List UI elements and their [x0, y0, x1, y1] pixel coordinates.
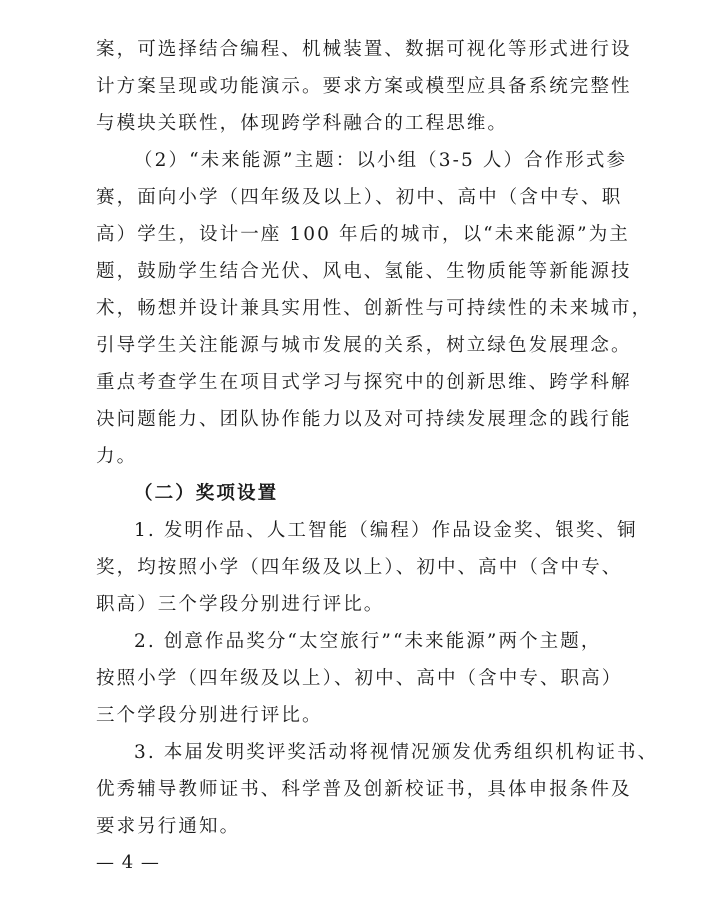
- text-line: 术，畅想并设计兼具实用性、创新性与可持续性的未来城市，: [96, 298, 653, 319]
- text-line: 题，鼓励学生结合光伏、风电、氢能、生物质能等新能源技: [96, 261, 632, 282]
- text-line: 赛，面向小学（四年级及以上）、初中、高中（含中专、职: [96, 187, 623, 208]
- text-line: 重点考查学生在项目式学习与探究中的创新思维、跨学科解: [96, 372, 632, 393]
- paragraph-start-line: （2）“未来能源”主题：以小组（3-5 人）合作形式参: [134, 150, 628, 171]
- text-line: 职高）三个学段分别进行评比。: [96, 594, 385, 615]
- paragraph-start-line: 3. 本届发明奖评奖活动将视情况颁发优秀组织机构证书、: [134, 742, 659, 763]
- paragraph-start-line: 1. 发明作品、人工智能（编程）作品设金奖、银奖、铜: [134, 520, 638, 541]
- text-line: 引导学生关注能源与城市发展的关系，树立绿色发展理念。: [96, 335, 632, 356]
- page-number: — 4 —: [96, 852, 160, 873]
- text-line: 力。: [96, 446, 138, 467]
- text-line: 要求另行通知。: [96, 816, 241, 837]
- text-line: 高）学生，设计一座 100 年后的城市，以“未来能源”为主: [96, 224, 630, 245]
- text-line: 案，可选择结合编程、机械装置、数据可视化等形式进行设: [96, 39, 632, 60]
- text-line: 奖，均按照小学（四年级及以上）、初中、高中（含中专、: [96, 557, 623, 578]
- paragraph-start-line: 2. 创意作品奖分“太空旅行”“未来能源”两个主题，: [134, 631, 602, 652]
- text-line: 与模块关联性，体现跨学科融合的工程思维。: [96, 113, 509, 134]
- text-line: 决问题能力、团队协作能力以及对可持续发展理念的践行能: [96, 409, 632, 430]
- section-heading: （二）奖项设置: [134, 483, 279, 504]
- text-line: 计方案呈现或功能演示。要求方案或模型应具备系统完整性: [96, 76, 632, 97]
- text-line: 三个学段分别进行评比。: [96, 705, 323, 726]
- text-line: 优秀辅导教师证书、科学普及创新校证书，具体申报条件及: [96, 779, 632, 800]
- text-line: 按照小学（四年级及以上）、初中、高中（含中专、职高）: [96, 668, 623, 689]
